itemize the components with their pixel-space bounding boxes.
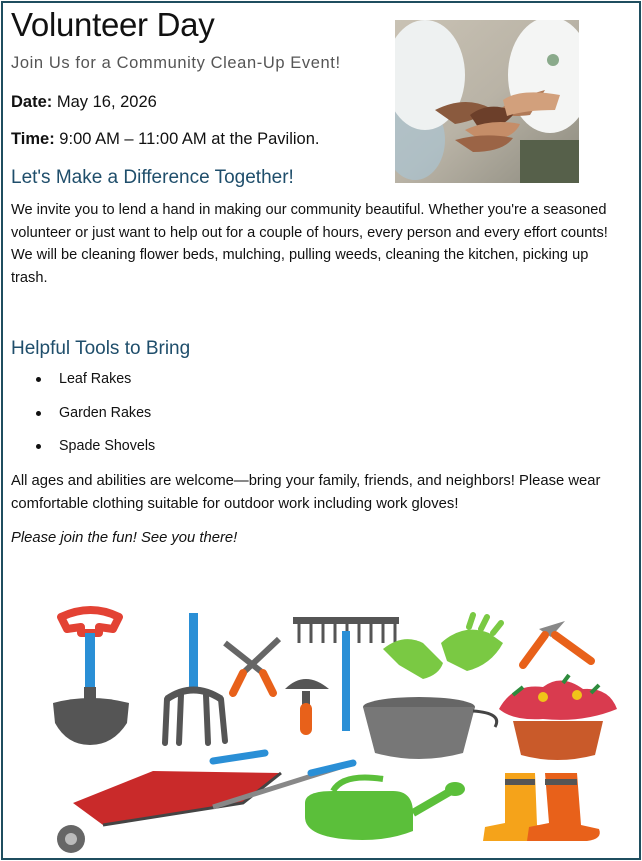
flyer-title: Volunteer Day [11,6,215,43]
event-date [11,93,157,112]
bullet-icon [36,444,41,449]
closing-line: Please join the fun! See you there! [11,530,238,546]
hand-pruner-icon [523,621,591,665]
event-time [11,130,320,149]
bullet-icon [36,377,41,382]
list-item [25,435,155,469]
tool-label: Spade Shovels [59,438,156,454]
list-item [25,368,155,402]
section-heading-tools: Helpful Tools to Bring [11,338,191,359]
bullet-icon [36,411,41,416]
invite-paragraph: We invite you to lend a hand in making our community beautiful. Whether you're a seasoned volunteer or just want to help out for a couple of hours, every person and every effort counts! We will be cleaning flower beds, mulching, pulling weeds, cleaning the kitchen, picking up trash. [11,202,608,287]
flower-pot-icon [499,675,617,760]
date-label: Date: [11,93,53,111]
list-item [25,402,155,436]
trowel-icon [285,679,329,735]
time-label: Time: [11,130,55,148]
tool-label: Garden Rakes [59,404,152,421]
boots-icon [483,773,600,841]
bucket-icon [363,697,497,759]
watering-can-icon [305,778,465,841]
flyer-subtitle: Join Us for a Community Clean-Up Event! [11,54,341,72]
shovel-icon [53,610,129,745]
flyer-page [1,1,641,860]
pruner-icon [225,639,279,693]
gloves-icon [383,615,503,679]
date-value: May 16, 2026 [52,93,157,111]
section-heading-difference: Let's Make a Difference Together! [11,167,294,188]
welcome-paragraph: All ages and abilities are welcome—bring your family, friends, and neighbors! Please wear comfortable clothing suitable for outdoor work including work gloves! [11,473,601,512]
time-value: 9:00 AM – 11:00 AM at the Pavilion. [54,130,320,148]
tool-label: Leaf Rakes [59,371,132,387]
hands-photo [395,20,579,183]
fork-icon [165,613,225,743]
gardening-tools-illustration [43,603,623,855]
tools-list [25,368,155,469]
